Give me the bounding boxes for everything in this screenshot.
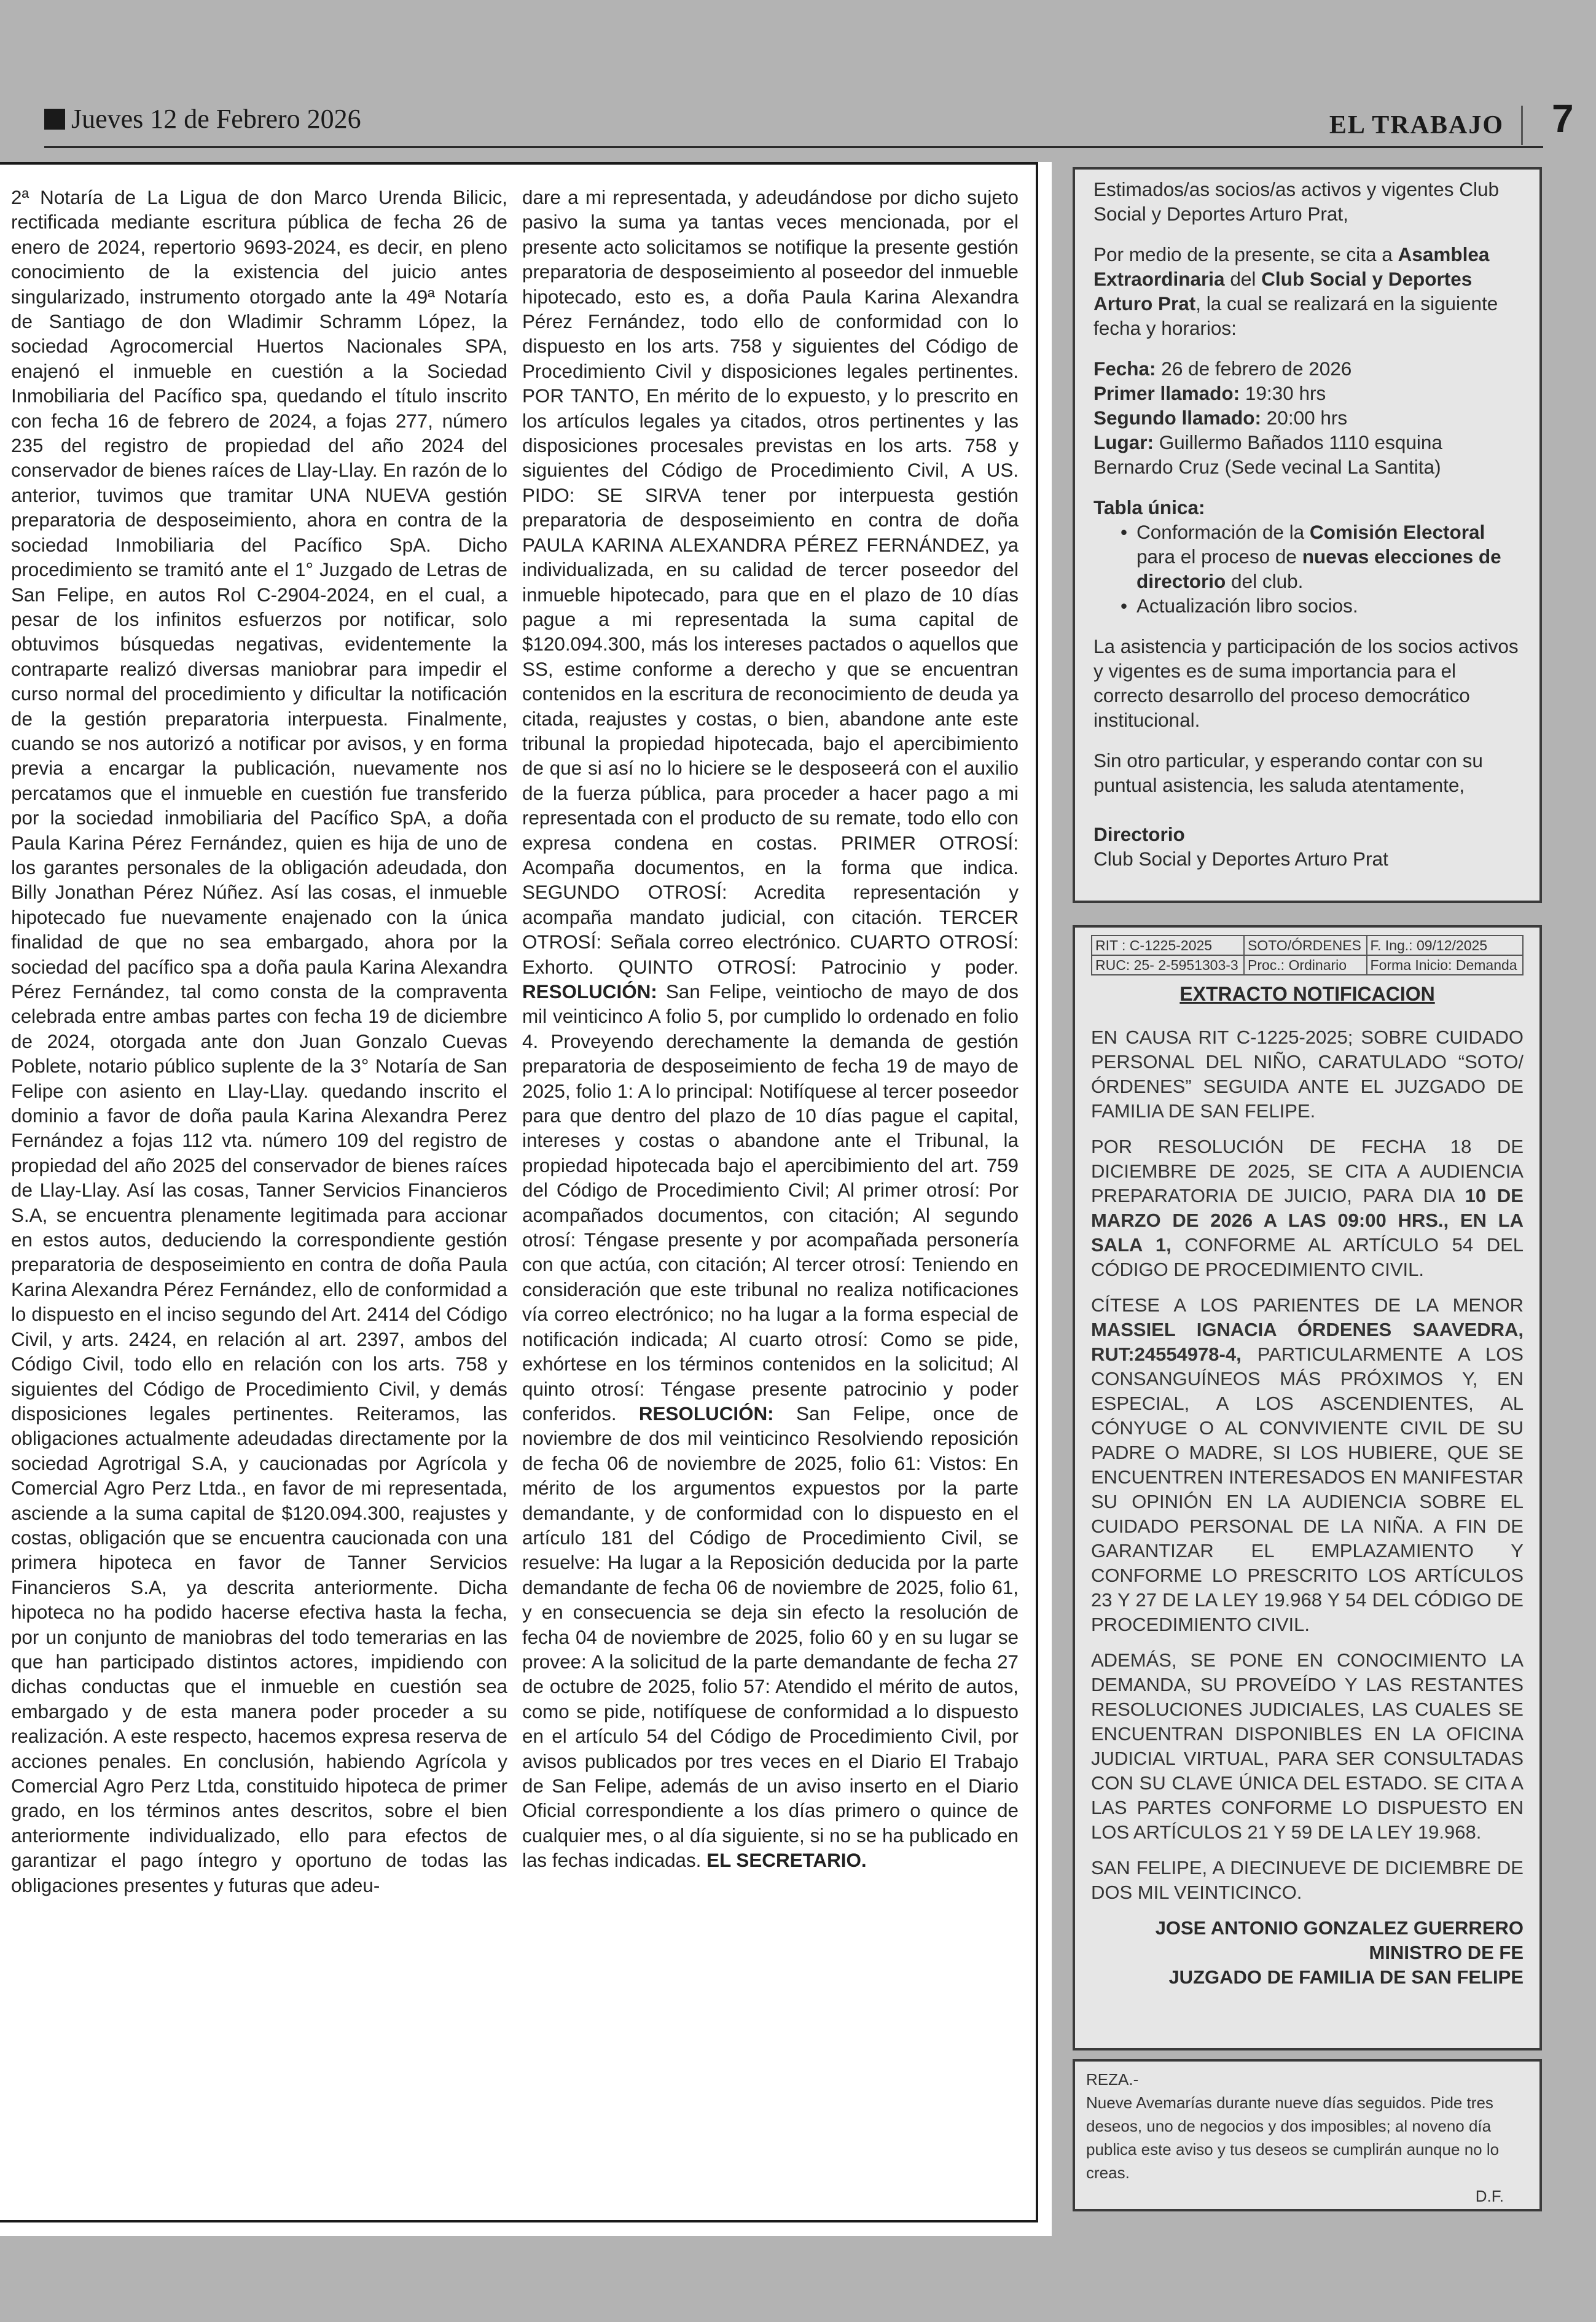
legal-notice-paragraph: 2ª Notaría de La Ligua de don Marco Urenda Bilicic, rectificada mediante escritura pública de fecha 26 de enero de 2024, repertorio 9693-2024, es decir, en pleno conocimiento de la existencia del juicio antes singularizado, instrumento otorgado ante la 49ª Notaría de Santiago de don Wladimir Schramm López, la sociedad Agrocomercial Huertos Nacionales SPA, enajenó el inmueble en cuestión a la Sociedad Inmobiliaria del Pacífico spa, quedando el título inscrito con fecha 16 de febrero de 2024, a fojas 277, número 235 del registro de propiedad del año 2024 del conservador de bienes raíces de Llay-Llay. En razón de lo anterior, tuvimos que tramitar UNA NUEVA gestión preparatoria de desposeimiento, ahora en contra de la sociedad Inmobiliaria del Pacífico SpA. Dicho procedimiento se tramitó ante el 1° Juzgado de Letras de San Felipe, en autos Rol C-2904-2024, en el cual, a pesar de los infinitos esfuerzos por notificar, solo obtuvimos búsquedas negativas, evidentemente la contraparte realizó diversas maniobrar para impedir el curso normal del procedimiento y dificultar la notificación de la gestión preparatoria interpuesta. Finalmente, cuando se nos autorizó a notificar por avisos, y en forma previa a encargar la publicación, nuevamente nos percatamos que el inmueble en cuestión fue transferido por la sociedad inmobiliaria del Pacífico SpA, a doña Paula Karina Pérez Fernández, quien es hija de uno de los garantes personales de la obligación adeudada, don Billy Jonathan Pérez Núñez. Así las cosas, el inmueble hipotecado fue nuevamente enajenado con la única finalidad de que no sea embargado, ahora por la sociedad del pacífico spa a doña paula Karina Alexandra Pérez Fernández, tal como consta de la compraventa celebrada entre ambas partes con fecha 19 de diciembre de 2024, otorgada ante don Juan Gonzalo Cuevas Poblete, notario público suplente de la 3° Notaría de San Felipe con asiento en Llay-Llay. quedando inscrito el dominio a favor de doña paula Karina Alexandra Perez Fernández a fojas 112 vta. número 109 del registro de propiedad del año 2025 del conservador de bienes raíces de Llay-Llay. Así las cosas, Tanner Servicios Financieros S.A, se encuentra plenamente legitimada para accionar en estos autos, deduciendo la correspondiente gestión preparatoria de desposeimiento en contra de doña Paula Karina Alexandra Pérez Fernández, ello de conformidad a lo dispuesto en el inciso segundo del Art. 2414 del Código Civil, y arts. 2424, en relación al art. 2397, ambos del Código Civil, todo ello en relación con los arts. 758 y siguientes del Código de Procedimiento Civil, y demás disposiciones legales pertinentes. Reiteramos, las obligaciones actualmente adeudadas directamente por la sociedad Agrotrigal S.A, y caucionadas por Agrícola y Comercial Agro Perz Ltda., en favor de mi representada, asciende a la suma capital de $120.094.300, reajustes y costas, obligación que se encuentra caucionada con una primera hipoteca en favor de Tanner Servicios Financieros S.A, ya descrita anteriormente. Dicha hipoteca no ha podido hacerse efectiva hasta la fecha, por un conjunto de maniobras del todo temerarias en las que han participado distintos actores, impidiendo con dichas conductas que el inmueble en cuestión sea embargado y de esta manera poder proceder a su realización. A este respecto, hacemos expresa reserva de acciones penales. En conclusión, habiendo Agrícola y Comercial Agro Perz Ltda, constituido hipoteca de primer grado, en los términos antes descritos, sobre el bien anteriormente individualizado, ello para efectos de garantizar el pago íntegro y oportuno de todas las obligaciones presentes y futuras que adeu- xyxy=(11,187,507,1896)
club-assembly-notice xyxy=(1073,167,1542,903)
case-info-table xyxy=(1091,935,1524,975)
notification-text: CÍTESE A LOS PARIENTES DE LA MENOR xyxy=(1091,1294,1524,1316)
club-intro xyxy=(1093,242,1521,340)
notification-text: PARTICULARMENTE A LOS CONSANGUÍNEOS MÁS PRÓXIMOS Y, EN ESPECIAL, A LOS ASCENDIENTES, AL CÓNYUGE O AL CONVIVIENTE CIVIL DE SU PADRE O MADRE, SI LOS HUBIERE, QUE SE ENCUENTREN INTERESADOS EN MANIFESTAR SU OPINIÓN EN LA AUDIENCIA SOBRE EL CUIDADO PERSONAL DE LA NIÑA. A FIN DE GARANTIZAR EL EMPLAZAMIENTO Y CONFORME LO PRESCRITO LOS ARTÍCULOS 23 Y 27 DE LA LEY 19.968 Y 54 DEL CÓDIGO DE PROCEDIMIENTO CIVIL. xyxy=(1091,1343,1524,1635)
club-intro-text: del xyxy=(1230,268,1256,290)
legal-notice-text: San Felipe, once de noviembre de dos mil veinticinco Resolviendo reposición de fecha 06 de noviembre de 2025, folio 61: Vistos: En mérito de los argumentos expuestos por la parte demandante, y de conformidad con lo dispuesto en el artículo 181 del Código de Procedimiento Civil, se resuelve: Ha lugar a la Reposición deducida por la parte demandante de fecha 06 de noviembre de 2025, folio 61, y en consecuencia se deja sin efecto la resolución de fecha 04 de noviembre de 2025, folio 60 y en su lugar se provee: A la solicitud de la parte demandante de fecha 27 de octubre de 2025, folio 57: Atendido el mérito de autos, como se pide, notifíquese de conformidad a lo dispuesto en el artículo 54 del Código de Procedimiento Civil, por avisos publicados por tres veces en el Diario El Trabajo de San Felipe, además de un aviso inserto en el Diario Oficial correspondiente a los días primero o quince de cualquier mes, o al día siguiente, si no se ha publicado en las fechas indicadas. xyxy=(522,1402,1019,1872)
notification-title: EXTRACTO NOTIFICACION xyxy=(1179,983,1435,1005)
forma-inicio-cell: Forma Inicio: Demanda xyxy=(1367,955,1523,975)
reza-notice xyxy=(1073,2059,1542,2211)
notification-paragraph xyxy=(1091,1293,1524,1637)
agenda-text: Actualización libro socios. xyxy=(1136,595,1358,617)
club-closing: Sin otro particular, y esperando contar con su puntual asistencia, les saluda atentamente, xyxy=(1093,749,1483,796)
caratula-cell: SOTO/ÓRDENES xyxy=(1244,936,1367,955)
case-info-row xyxy=(1092,955,1523,975)
bottom-margin xyxy=(0,2236,1596,2322)
ruc-cell: RUC: 25- 2-5951303-3 xyxy=(1092,955,1244,975)
primer-llamado-label: Primer llamado: xyxy=(1093,382,1240,404)
bullet-icon: • xyxy=(1121,521,1128,543)
issue-date-text: Jueves 12 de Febrero 2026 xyxy=(71,104,361,134)
segundo-llamado-label: Segundo llamado: xyxy=(1093,407,1262,429)
legal-notice-text: San Felipe, veintiocho de mayo de dos mil veinticinco A folio 5, por cumplido lo ordenado en folio 4. Proveyendo derechamente la demanda de gestión preparatoria de desposeimiento de fecha 19 de mayo de 2025, folio 1: A lo principal: Notifíquese al tercer poseedor para que dentro del plazo de 10 días pague el capital, intereses y costas o abandone ante el Tribunal, la propiedad hipotecada bajo el apercibimiento del art. 759 del Código de Procedimiento Civil; Al primer otrosí: Por acompañados documentos, con citación; Al segundo otrosí: Téngase presente y por acompañada personería con que actúa, con citación; Al tercer otrosí: Teniendo en consideración que este tribunal no realiza notificaciones vía correo electrónico; no ha lugar a la forma especial de notificación indicada; Al cuarto otrosí: Como se pide, exhórtese en los términos contenidos en la solicitud; Al quinto otrosí: Téngase presente patrocinio y poder conferidos. xyxy=(522,981,1019,1425)
agenda-bold: nuevas elecciones de directorio xyxy=(1136,545,1501,592)
agenda-list xyxy=(1093,520,1521,618)
agenda-item xyxy=(1121,593,1521,618)
club-schedule xyxy=(1093,356,1521,479)
notification-paragraph: SAN FELIPE, A DIECINUEVE DE DICIEMBRE DE DOS MIL VEINTICINCO. xyxy=(1091,1857,1524,1903)
notification-paragraph: ADEMÁS, SE PONE EN CONOCIMIENTO LA DEMANDA, SU PROVEÍDO Y LAS RESTANTES RESOLUCIONES JUDICIALES, LAS CUALES SE ENCUENTRAN DISPONIBLES EN LA OFICINA JUDICIAL VIRTUAL, PARA SER CONSULTADAS CON SU CLAVE ÚNICA DEL ESTADO. SE CITA A LAS PARTES CONFORME LO DISPUESTO EN LOS ARTÍCULOS 21 Y 59 DE LA LEY 19.968. xyxy=(1091,1649,1524,1843)
reza-signature: D.F. xyxy=(1475,2187,1504,2205)
legal-notice-text: dare a mi representada, y adeudándose por dicho sujeto pasivo la suma ya tantas veces mencionada, por el presente acto solicitamos se notifique la presente gestión preparatoria de desposeimiento al poseedor del inmueble hipotecado, esto es, a doña Paula Karina Alexandra Pérez Fernández, todo ello de conformidad con lo dispuesto en los arts. 758 y siguientes del Código de Procedimiento Civil y disposiciones legales pertinentes. POR TANTO, En mérito de lo expuesto, y lo prescrito en los artículos legales ya citados, otros pertinentes y las disposiciones procesales previstas en los arts. 758 y siguientes del Código de Procedimiento Civil, A US. PIDO: SE SIRVA tener por interpuesta gestión preparatoria de desposeimiento en contra de doña PAULA KARINA ALEXANDRA PÉREZ FERNÁNDEZ, ya individualizada, en su calidad de tercer poseedor del inmueble hipotecado, para que en el plazo de 10 días pague a mi representada la suma capital de $120.094.300, más los intereses pactados o aquellos que SS, estime conforme a derecho y que se encuentran contenidos en la escritura de reconocimiento de deuda ya citada, reajustes y costas, o bien, abandone ante este tribunal la propiedad hipotecada, bajo el apercibimiento de que si así no lo hiciere se le desposeerá con el auxilio de la fuerza pública, para proceder a hacer pago a mi representada con el producto de su remate, todo ello con expresa condena en costas. PRIMER OTROSÍ: Acompaña documentos, en la forma que indica. SEGUNDO OTROSÍ: Acredita representación y acompaña mandato judicial, con citación. TERCER OTROSÍ: Señala correo electrónico. CUARTO OTROSÍ: Exhorto. QUINTO OTROSÍ: Patrocinio y poder. xyxy=(522,187,1019,978)
notification-body xyxy=(1091,1025,1524,1905)
notification-text: POR RESOLUCIÓN DE FECHA 18 DE DICIEMBRE DE 2025, SE CITA A AUDIENCIA PREPARATORIA DE JUICIO, PARA DIA xyxy=(1091,1136,1524,1206)
legal-notice-paragraph xyxy=(522,186,1019,1874)
bullet-icon: • xyxy=(1121,595,1128,617)
lugar-label: Lugar: xyxy=(1093,431,1154,453)
club-name: Club Social y Deportes Arturo Prat xyxy=(1093,268,1473,315)
lugar-value: Guillermo Bañados 1110 esquina Bernardo Cruz (Sede vecinal La Santita) xyxy=(1093,431,1442,478)
header-divider xyxy=(1521,106,1523,145)
resolucion-label: RESOLUCIÓN: xyxy=(522,981,657,1003)
assembly-type: Asamblea Extraordinaria xyxy=(1093,243,1490,290)
court-notification xyxy=(1073,925,1542,2050)
club-intro-text: , la cual se realizará en la siguiente fecha y horarios: xyxy=(1093,292,1498,339)
secretario-label: EL SECRETARIO. xyxy=(706,1850,867,1872)
segundo-llamado-value: 20:00 hrs xyxy=(1266,407,1348,429)
reza-text: Nueve Avemarías durante nueve días seguidos. Pide tres deseos, uno de negocios y dos imposibles; al noveno día publica este aviso y tus deseos se cumplirán aunque no lo creas. xyxy=(1086,2093,1500,2182)
rit-cell: RIT : C-1225-2025 xyxy=(1092,936,1244,955)
signer-court: JUZGADO DE FAMILIA DE SAN FELIPE xyxy=(1168,1966,1524,1988)
agenda-text: del club. xyxy=(1231,570,1304,592)
case-info-row xyxy=(1092,936,1523,955)
tabla-label: Tabla única: xyxy=(1093,496,1205,518)
club-intro-text: Por medio de la presente, se cita a xyxy=(1093,243,1393,265)
club-importance: La asistencia y participación de los socios activos y vigentes es de suma importancia para el correcto desarrollo del proceso democrático institucional. xyxy=(1093,635,1519,731)
legal-notice-column-2 xyxy=(522,186,1019,1874)
issue-date xyxy=(44,103,361,135)
primer-llamado-value: 19:30 hrs xyxy=(1245,382,1326,404)
signer-role: MINISTRO DE FE xyxy=(1369,1942,1524,1963)
signer-title: Directorio xyxy=(1093,823,1185,845)
notification-signature xyxy=(1091,1916,1524,1990)
agenda-item xyxy=(1121,520,1521,593)
signer-org: Club Social y Deportes Arturo Prat xyxy=(1093,848,1388,870)
agenda-text: Conformación de la xyxy=(1136,521,1305,543)
page-number: 7 xyxy=(1552,96,1574,141)
notification-text: CONFORME AL ARTÍCULO 54 DEL CÓDIGO DE PROCEDIMIENTO CIVIL. xyxy=(1091,1234,1524,1280)
signer-name: JOSE ANTONIO GONZALEZ GUERRERO xyxy=(1155,1917,1524,1939)
square-bullet-icon xyxy=(44,109,65,130)
newspaper-name: EL TRABAJO xyxy=(1329,111,1504,139)
page-header xyxy=(44,96,1574,147)
notification-paragraph: EN CAUSA RIT C-1225-2025; SOBRE CUIDADO PERSONAL DEL NIÑO, CARATULADO “SOTO/ÓRDENES” SEGUIDA ANTE EL JUZGADO DE FAMILIA DE SAN FELIPE. xyxy=(1091,1026,1524,1122)
agenda-text: para el proceso de xyxy=(1136,545,1297,568)
resolucion-label: RESOLUCIÓN: xyxy=(638,1402,774,1425)
club-greeting: Estimados/as socios/as activos y vigentes Club Social y Deportes Arturo Prat, xyxy=(1093,178,1500,225)
header-rule xyxy=(44,146,1543,148)
fecha-ingreso-cell: F. Ing.: 09/12/2025 xyxy=(1367,936,1523,955)
fecha-label: Fecha: xyxy=(1093,358,1156,380)
reza-title: REZA.- xyxy=(1086,2070,1139,2089)
legal-notice-column-1 xyxy=(11,186,507,1898)
fecha-value: 26 de febrero de 2026 xyxy=(1161,358,1352,380)
agenda-bold: Comisión Electoral xyxy=(1309,521,1485,543)
hearing-date: 10 DE MARZO DE 2026 A LAS 09:00 HRS., EN LA SALA 1, xyxy=(1091,1185,1524,1256)
club-signature xyxy=(1093,822,1521,871)
tabla-label-row xyxy=(1093,495,1521,520)
notification-paragraph xyxy=(1091,1135,1524,1282)
minor-name: MASSIEL IGNACIA ÓRDENES SAAVEDRA, RUT:24554978-4, xyxy=(1091,1319,1524,1365)
procedimiento-cell: Proc.: Ordinario xyxy=(1244,955,1367,975)
